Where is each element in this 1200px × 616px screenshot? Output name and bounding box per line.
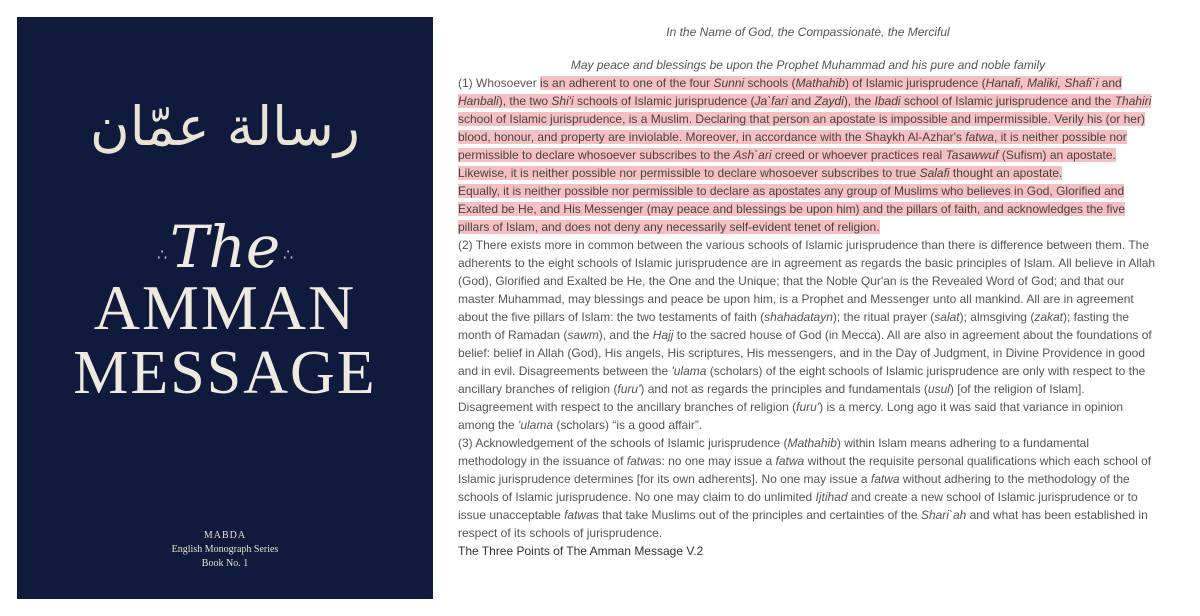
invocation: In the Name of God, the Compassionate, the Merciful	[666, 25, 950, 39]
point-3: (3) Acknowledgement of the schools of Islamic jurisprudence (Mathahib) within Islam means adhering to a fundamental methodology in the issuance of fatwas: no one may issue a fatwa without the requisite personal qualifications which each school of Islamic jurisprudence determines [for its own adherents]. No one may issue a fatwa without adhering to the methodology of the schools of Islamic jurisprudence. No one may claim to do unlimited Ijtihad and create a new school of Islamic jurisprudence or to issue unacceptable fatwas that take Muslims out of the principles and certainties of the Shari`ah and what has been established in respect of its schools of jurisprudence.	[458, 436, 1152, 540]
caption: The Three Points of The Amman Message V.2	[458, 544, 704, 558]
cover-series: English Monograph Series	[171, 544, 279, 555]
arabic-calligraphy-title: رسالة عمّان	[90, 95, 360, 158]
ornament-right-icon: ∴	[283, 245, 294, 264]
cover-title-message: MESSAGE	[73, 339, 377, 407]
point-1: (1) Whosoever is an adherent to one of the four Sunni schools (Mathahib) of Islamic jurisprudence (Hanafi, Maliki, Shafi`i and Hanbali), the two Shi'i schools of Islamic jurisprudence (Ja`fari and Zaydi), the Ibadi school of Islamic jurisprudence and the Thahiri school of Islamic jurisprudence, is a Muslim. Declaring that person an apostate is impossible and impermissible. Verily his (or her) blood, honour, and property are inviolable. Moreover, in accordance with the Shaykh Al-Azhar's fatwa, it is neither possible nor permissible to declare whosoever subscribes to the Ash`ari creed or whoever practices real Tasawwuf (Sufism) an apostate. Likewise, it is neither possible nor permissible to declare whosoever subscribes to true Salafi thought an apostate. Equally, it is neither possible nor permissible to declare as apostates any group of Muslims who believes in God, Glorified and Exalted be He, and His Messenger (may peace and blessings be upon him) and the pillars of faith, and acknowledges the five pillars of Islam, and does not deny any necessarily self-evident tenet of religion.	[458, 76, 1152, 234]
message-text	[458, 22, 1158, 560]
point-2: (2) There exists more in common between the various schools of Islamic jurisprudence than there is difference between them. The adherents to the eight schools of Islamic jurisprudence are in agreement as regards the basic principles of Islam. All believe in Allah (God), Glorified and Exalted be He, the One and the Unique; that the Noble Qur'an is the Revealed Word of God; and that our master Muhammad, may blessings and peace be upon him, is a Prophet and Messenger unto all mankind. All are in agreement about the five pillars of Islam: the two testaments of faith (shahadatayn); the ritual prayer (salat); almsgiving (zakat); fasting the month of Ramadan (sawm), and the Hajj to the sacred house of God (in Mecca). All are also in agreement about the foundations of belief: belief in Allah (God), His angels, His scriptures, His messengers, and in the Day of Judgment, in Divine Providence in good and in evil. Disagreements between the 'ulama (scholars) of the eight schools of Islamic jurisprudence are only with respect to the ancillary branches of religion (furu') and not as regards the principles and fundamentals (usul) [of the religion of Islam]. Disagreement with respect to the ancillary branches of religion (furu') is a mercy. Long ago it was said that variance in opinion among the 'ulama (scholars) “is a good affair”.	[458, 238, 1156, 432]
highlighted-passage: is an adherent to one of the four Sunni schools (Mathahib) of Islamic jurisprudence (Hanafi, Maliki, Shafi`i and Hanbali), the two Shi'i schools of Islamic jurisprudence (Ja`fari and Zaydi), the Ibadi school of Islamic jurisprudence and the Thahiri school of Islamic jurisprudence, is a Muslim. Declaring that person an apostate is impossible and impermissible. Verily his (or her) blood, honour, and property are inviolable. Moreover, in accordance with the Shaykh Al-Azhar's fatwa, it is neither possible nor permissible to declare whosoever subscribes to the Ash`ari creed or whoever practices real Tasawwuf (Sufism) an apostate. Likewise, it is neither possible nor permissible to declare whosoever subscribes to true Salafi thought an apostate.	[458, 76, 1152, 180]
book-cover	[17, 17, 433, 599]
cover-book-number: Book No. 1	[201, 558, 249, 569]
cover-title-amman: AMMAN	[93, 272, 357, 343]
blessing: May peace and blessings be upon the Prophet Muhammad and his pure and noble family	[570, 58, 1046, 72]
cover-title-the: The	[169, 213, 281, 281]
ornament-left-icon: ∴	[157, 245, 168, 264]
highlighted-passage-2: Equally, it is neither possible nor permissible to declare as apostates any group of Muslims who believes in God, Glorified and Exalted be He, and His Messenger (may peace and blessings be upon him) and the pillars of faith, and acknowledges the five pillars of Islam, and does not deny any necessarily self-evident tenet of religion.	[458, 184, 1126, 234]
cover-publisher: MABDA	[203, 530, 247, 541]
